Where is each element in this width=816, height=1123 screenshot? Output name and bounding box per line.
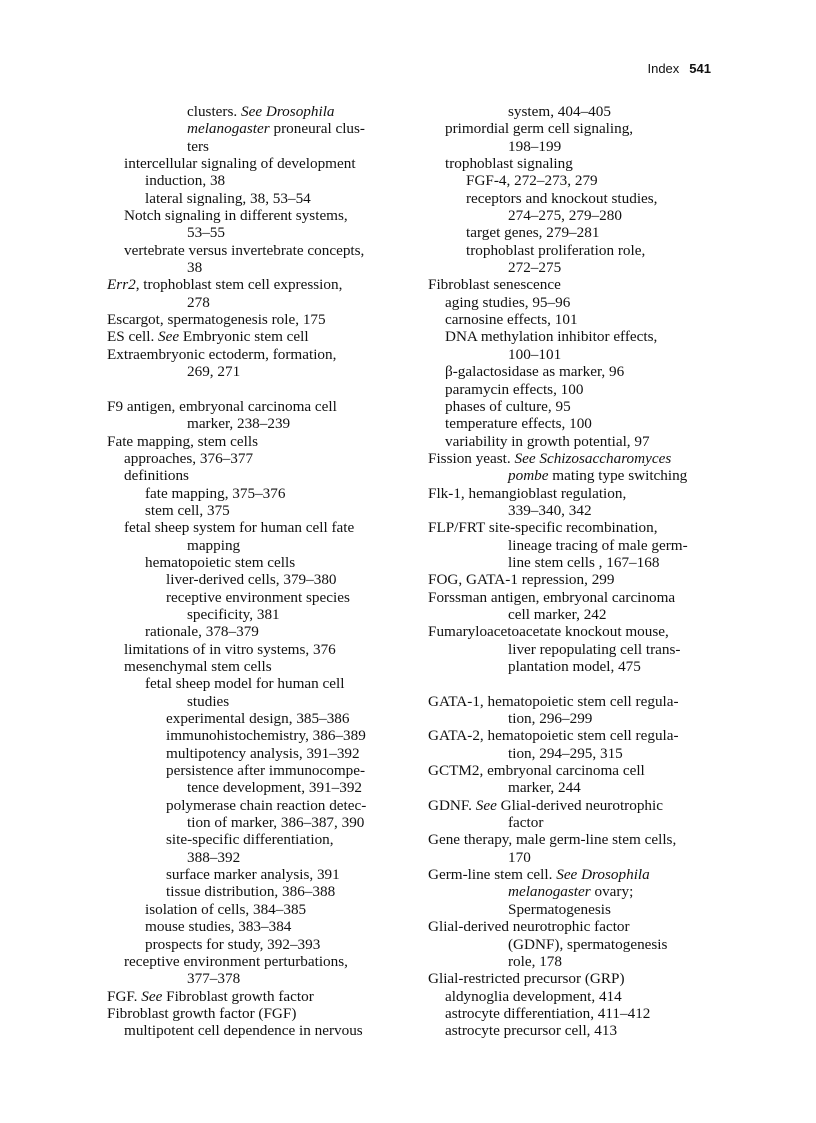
index-entry-line: persistence after immunocompe- — [166, 762, 366, 780]
index-entry-line: 53–55 — [187, 224, 225, 242]
index-entry-line: specificity, 381 — [187, 605, 280, 623]
index-entry-line: melanogaster proneural clus- — [187, 120, 365, 138]
index-entry-line: cell marker, 242 — [508, 605, 607, 623]
index-entry-line: trophoblast proliferation role, — [466, 241, 646, 259]
index-entry-line: Err2, trophoblast stem cell expression, — [107, 276, 343, 294]
index-entry-line: marker, 238–239 — [187, 415, 291, 433]
index-entry-line: receptors and knockout studies, — [466, 189, 658, 207]
index-entry-line: surface marker analysis, 391 — [166, 866, 340, 884]
index-entry-line: 38 — [187, 259, 203, 277]
index-entry-line: role, 178 — [508, 952, 562, 970]
index-entry-line: 339–340, 342 — [508, 501, 592, 519]
index-entry-line: experimental design, 385–386 — [166, 710, 350, 728]
index-entry-line: receptive environment species — [166, 588, 350, 606]
index-entry-line: induction, 38 — [145, 172, 226, 190]
index-entry-line: pombe mating type switching — [508, 467, 688, 485]
header-label: Index — [647, 61, 680, 76]
index-entry-line: fate mapping, 375–376 — [145, 484, 286, 502]
index-entry-line: aging studies, 95–96 — [445, 293, 571, 311]
index-entry-line: Germ-line stem cell. See Drosophila — [428, 866, 650, 884]
index-entry-line: vertebrate versus invertebrate concepts, — [124, 241, 365, 259]
entry-gap — [107, 381, 407, 398]
index-entry-line: 278 — [187, 293, 210, 311]
index-entry-line: receptive environment perturbations, — [124, 952, 348, 970]
index-entry-line: Extraembryonic ectoderm, formation, — [107, 345, 337, 363]
index-entry-line: Gene therapy, male germ-line stem cells, — [428, 831, 677, 849]
index-entry-line: target genes, 279–281 — [466, 224, 600, 242]
index-entry-line: plantation model, 475 — [508, 658, 641, 675]
index-entry-line: liver repopulating cell trans- — [508, 640, 681, 658]
index-entry-line: Spermatogenesis — [508, 900, 611, 918]
index-entry-line: ters — [187, 137, 209, 155]
index-entry-line: Flk-1, hemangioblast regulation, — [428, 484, 627, 502]
index-entry-line: definitions — [124, 467, 189, 485]
index-entry-line: temperature effects, 100 — [445, 415, 592, 433]
index-entry-line: 388–392 — [187, 848, 241, 866]
index-entry-line: 272–275 — [508, 259, 562, 277]
index-entry-line: tissue distribution, 386–388 — [166, 883, 336, 901]
index-entry-line: tion, 294–295, 315 — [508, 744, 623, 762]
index-entry-line: 274–275, 279–280 — [508, 207, 622, 225]
index-entry-line: polymerase chain reaction detec- — [166, 796, 367, 814]
index-entry-line: mesenchymal stem cells — [124, 658, 272, 675]
index-entry-line: GATA-2, hematopoietic stem cell regula- — [428, 727, 679, 745]
index-entry-line: stem cell, 375 — [145, 501, 230, 519]
index-entry-line: GATA-1, hematopoietic stem cell regula- — [428, 692, 679, 710]
index-entry-line: multipotency analysis, 391–392 — [166, 744, 360, 762]
index-entry-line: marker, 244 — [508, 779, 581, 797]
index-column-left — [107, 103, 407, 1040]
index-entry-line: prospects for study, 392–393 — [145, 935, 321, 953]
index-entry-line: mapping — [187, 536, 241, 554]
index-entry-line: astrocyte precursor cell, 413 — [445, 1022, 618, 1040]
index-entry-line: 100–101 — [508, 345, 562, 363]
index-entry-line: 269, 271 — [187, 363, 241, 381]
index-entry-line: site-specific differentiation, — [166, 831, 334, 849]
index-column-right — [428, 103, 728, 1040]
index-entry-line: 377–378 — [187, 970, 241, 988]
index-entry-line: Fate mapping, stem cells — [107, 432, 258, 450]
index-entry-line: Notch signaling in different systems, — [124, 207, 348, 225]
index-entry-line: factor — [508, 814, 544, 832]
index-entry-line: trophoblast signaling — [445, 155, 573, 173]
index-entry-line: β-galactosidase as marker, 96 — [445, 363, 625, 381]
index-entry-line: studies — [187, 692, 230, 710]
index-entry-line: fetal sheep model for human cell — [145, 675, 345, 693]
index-entry-line: mouse studies, 383–384 — [145, 918, 292, 936]
index-entry-line: clusters. See Drosophila — [187, 103, 335, 120]
index-entry-line: tence development, 391–392 — [187, 779, 363, 797]
index-entry-line: aldynoglia development, 414 — [445, 987, 622, 1005]
index-entry-line: variability in growth potential, 97 — [445, 432, 650, 450]
index-entry-line: Glial-derived neurotrophic factor — [428, 918, 630, 936]
index-entry-line: lineage tracing of male germ- — [508, 536, 688, 554]
entry-gap — [428, 675, 728, 692]
index-entry-line: limitations of in vitro systems, 376 — [124, 640, 336, 658]
index-entry-line: FOG, GATA-1 repression, 299 — [428, 571, 615, 589]
index-entry-line: 170 — [508, 848, 531, 866]
index-entry-line: fetal sheep system for human cell fate — [124, 519, 355, 537]
index-entry-line: isolation of cells, 384–385 — [145, 900, 307, 918]
index-entry-line: astrocyte differentiation, 411–412 — [445, 1004, 651, 1022]
index-entry-line: liver-derived cells, 379–380 — [166, 571, 337, 589]
index-entry-line: hematopoietic stem cells — [145, 553, 296, 571]
index-entry-line: primordial germ cell signaling, — [445, 120, 634, 138]
index-entry-line: Fibroblast growth factor (FGF) — [107, 1004, 297, 1022]
index-entry-line: Fumaryloacetoacetate knockout mouse, — [428, 623, 669, 641]
index-entry-line: multipotent cell dependence in nervous — [124, 1022, 363, 1040]
index-entry-line: line stem cells , 167–168 — [508, 553, 660, 571]
index-entry-line: F9 antigen, embryonal carcinoma cell — [107, 397, 337, 415]
index-entry-line: immunohistochemistry, 386–389 — [166, 727, 366, 745]
running-header — [647, 61, 711, 76]
index-entry-line: ES cell. See Embryonic stem cell — [107, 328, 309, 346]
page-number: 541 — [689, 61, 711, 76]
index-entry-line: FGF-4, 272–273, 279 — [466, 172, 598, 190]
index-entry-line: Escargot, spermatogenesis role, 175 — [107, 311, 326, 329]
index-entry-line: paramycin effects, 100 — [445, 380, 584, 398]
index-entry-line: intercellular signaling of development — [124, 155, 356, 173]
index-entry-line: system, 404–405 — [508, 103, 611, 120]
index-entry-line: lateral signaling, 38, 53–54 — [145, 189, 311, 207]
index-entry-line: tion of marker, 386–387, 390 — [187, 814, 365, 832]
index-entry-line: GDNF. See Glial-derived neurotrophic — [428, 796, 663, 814]
index-entry-line: melanogaster ovary; — [508, 883, 634, 901]
index-entry-line: Glial-restricted precursor (GRP) — [428, 970, 625, 988]
index-entry-line: DNA methylation inhibitor effects, — [445, 328, 658, 346]
index-entry-line: Fibroblast senescence — [428, 276, 561, 294]
index-entry-line: phases of culture, 95 — [445, 397, 571, 415]
index-entry-line: FLP/FRT site-specific recombination, — [428, 519, 658, 537]
index-entry-line: FGF. See Fibroblast growth factor — [107, 987, 314, 1005]
index-entry-line: rationale, 378–379 — [145, 623, 259, 641]
index-entry-line: tion, 296–299 — [508, 710, 593, 728]
index-entry-line: Fission yeast. See Schizosaccharomyces — [428, 449, 672, 467]
index-entry-line: GCTM2, embryonal carcinoma cell — [428, 762, 645, 780]
index-entry-line: carnosine effects, 101 — [445, 311, 578, 329]
index-entry-line: 198–199 — [508, 137, 562, 155]
index-entry-line: (GDNF), spermatogenesis — [508, 935, 668, 953]
index-entry-line: approaches, 376–377 — [124, 449, 254, 467]
index-entry-line: Forssman antigen, embryonal carcinoma — [428, 588, 676, 606]
